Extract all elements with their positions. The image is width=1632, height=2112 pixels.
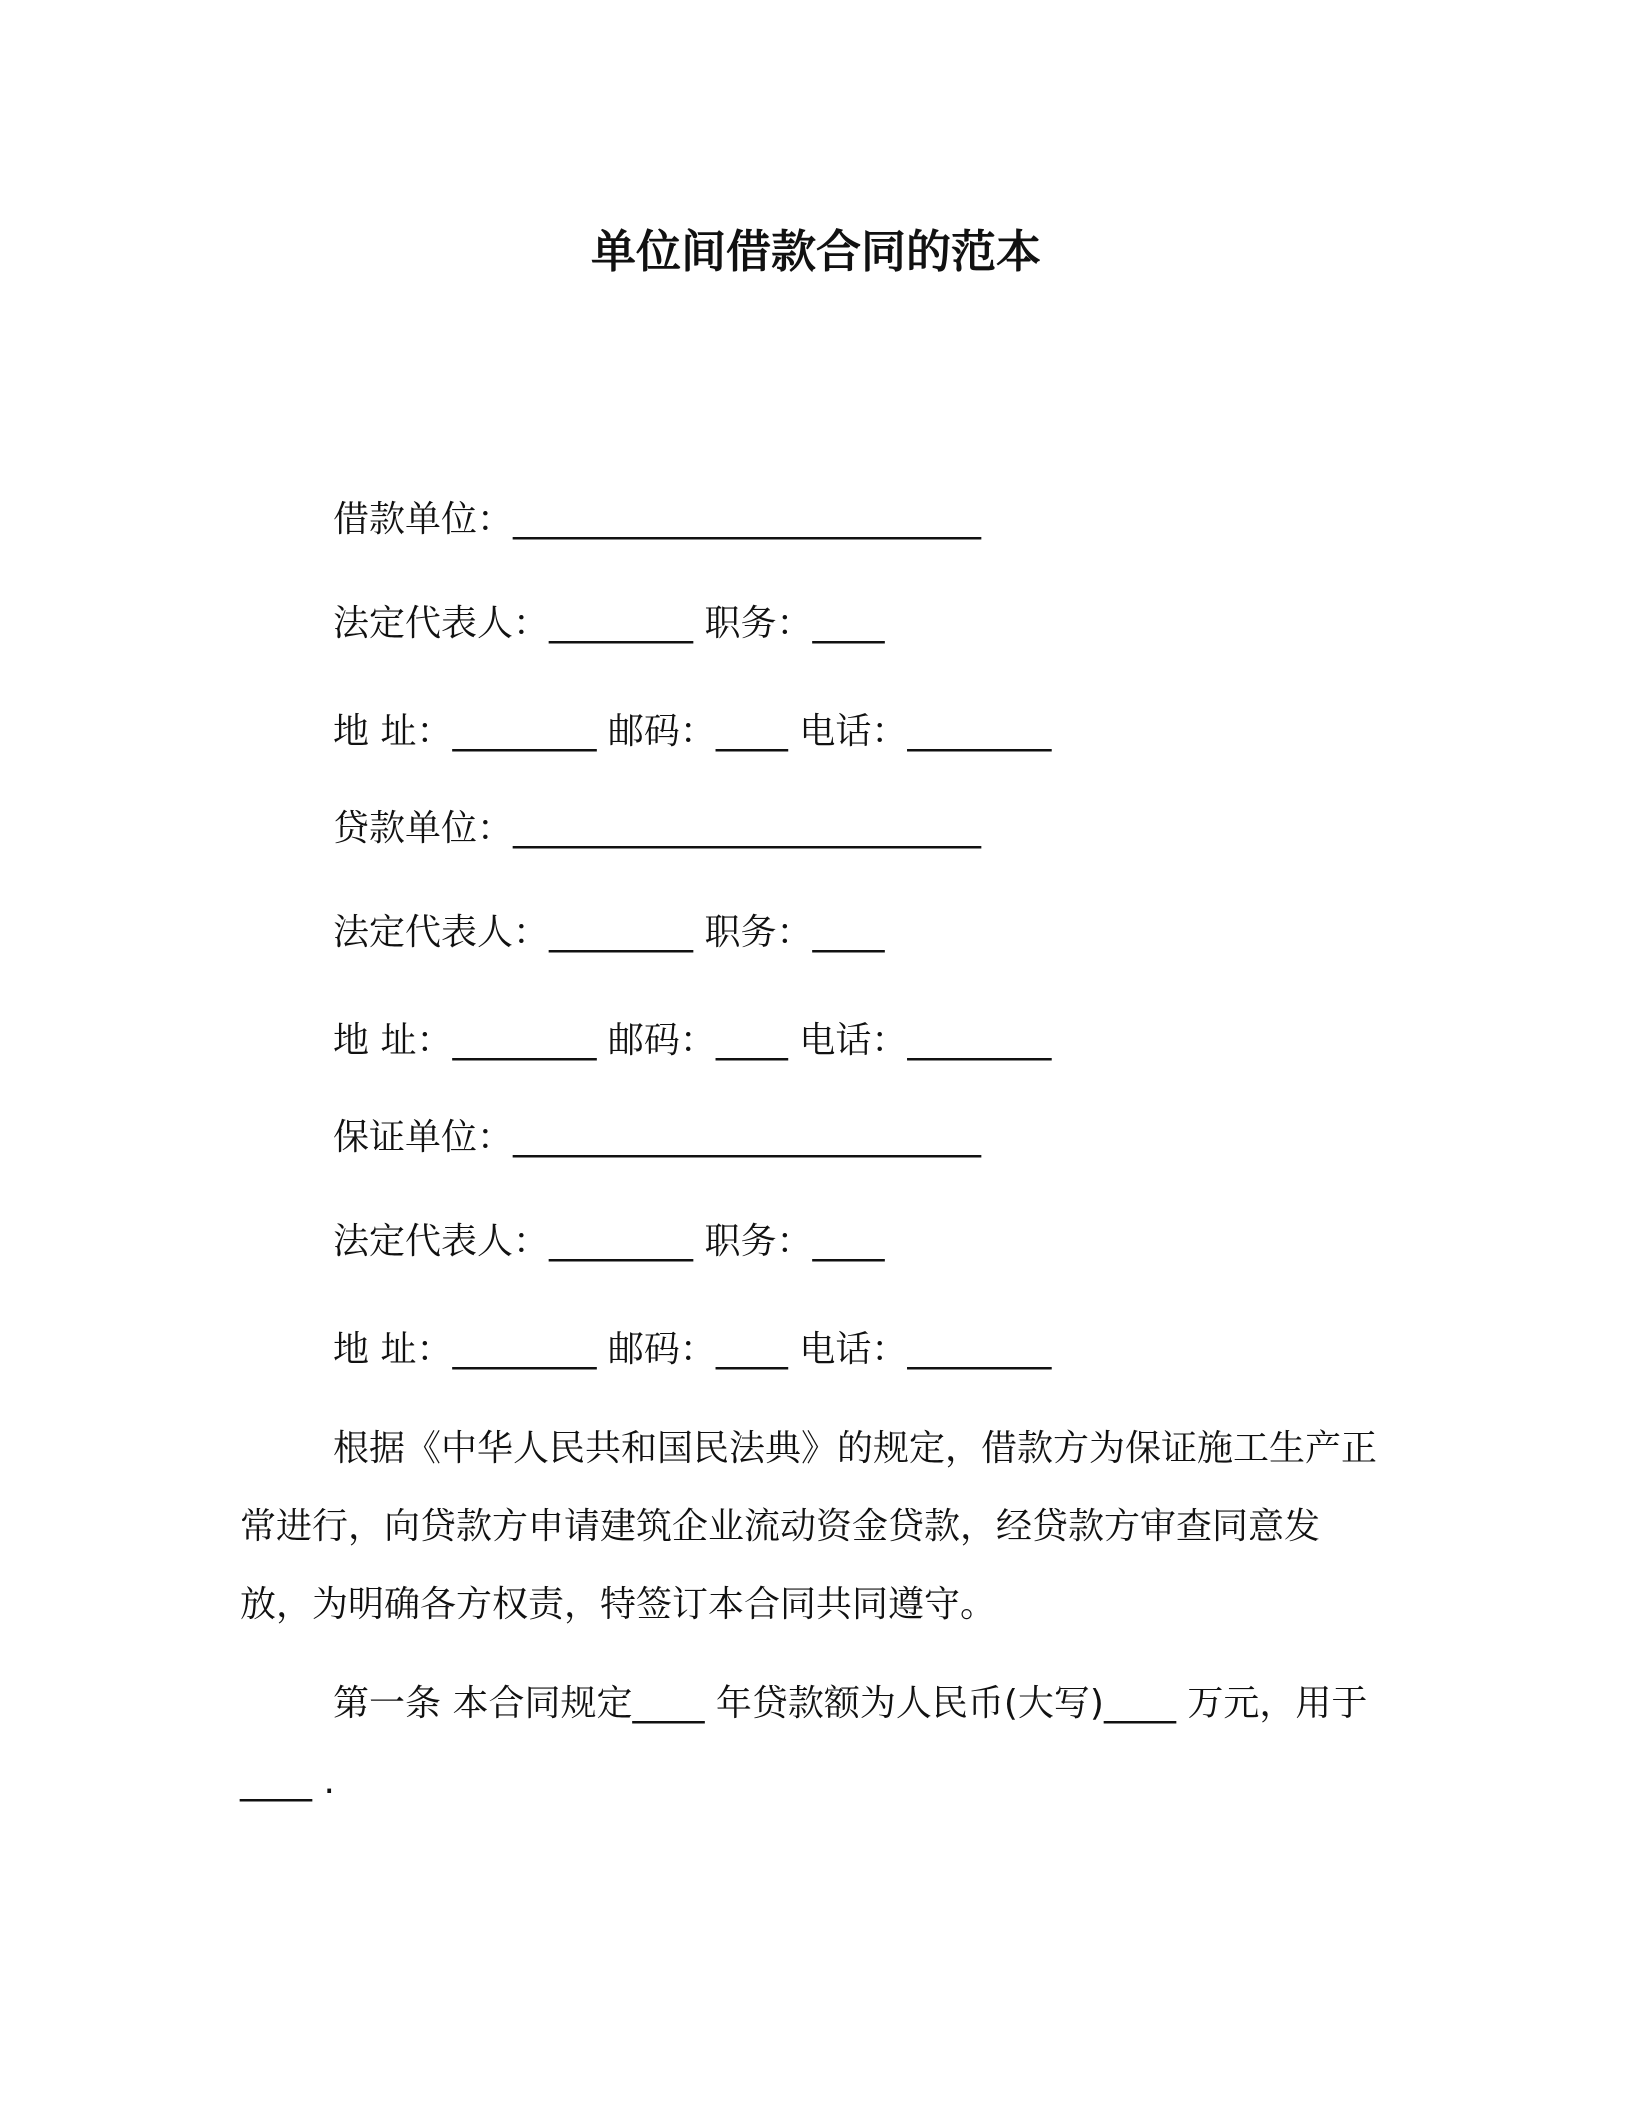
- guarantor-address-line: 地 址：________ 邮码：____ 电话：________: [333, 1329, 1052, 1370]
- lender-unit-line: 贷款单位：__________________________: [333, 808, 982, 849]
- document-title: 单位间借款合同的范本: [590, 225, 1041, 278]
- intro-paragraph: 根据《中华人民共和国民法典》的规定，借款方为保证施工生产正常进行，向贷款方申请建筑企业流动资金贷款，经贷款方审查同意发放，为明确各方权责，特签订本合同共同遵守。: [240, 1428, 1378, 1625]
- guarantor-unit-line: 保证单位：__________________________: [333, 1117, 982, 1158]
- guarantor-rep-line: 法定代表人：________ 职务：____: [333, 1221, 885, 1262]
- lender-address-line: 地 址：________ 邮码：____ 电话：________: [333, 1020, 1052, 1061]
- lender-rep-line: 法定代表人：________ 职务：____: [333, 912, 885, 953]
- borrower-rep-line: 法定代表人：________ 职务：____: [333, 603, 885, 644]
- borrower-unit-line: 借款单位：__________________________: [333, 499, 982, 540]
- borrower-address-line: 地 址：________ 邮码：____ 电话：________: [333, 711, 1052, 752]
- article-1-paragraph: 第一条 本合同规定____ 年贷款额为人民币(大写)____ 万元，用于____ .: [240, 1683, 1368, 1802]
